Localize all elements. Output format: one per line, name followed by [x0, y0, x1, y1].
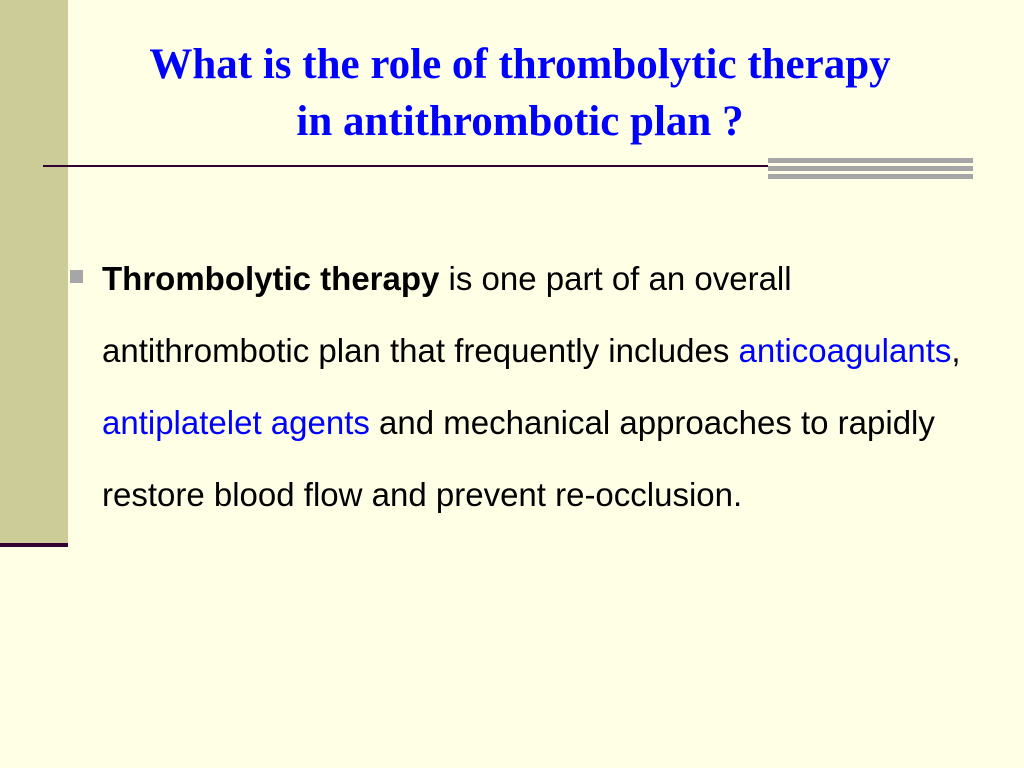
title-line-2: in antithrombotic plan ? [296, 98, 744, 145]
slide-title [70, 36, 970, 150]
term-separator: , [951, 332, 961, 369]
title-accent-stripes [768, 158, 973, 179]
body-text-1: is one part of an overall antithrombotic plan that frequently includes [102, 260, 792, 369]
anticoagulants-term: anticoagulants [738, 332, 952, 369]
title-line-1: What is the role of thrombolytic therapy [149, 41, 891, 88]
square-bullet-icon [70, 270, 83, 283]
antiplatelet-agents-term: antiplatelet agents [102, 404, 370, 441]
bullet-text [102, 243, 972, 531]
left-decorative-bar [0, 0, 68, 545]
bold-term: Thrombolytic therapy [102, 260, 440, 297]
left-bar-underline [0, 543, 68, 547]
body-text-2: and mechanical approaches to rapidly restore blood flow and prevent re-occlusion. [102, 404, 935, 513]
